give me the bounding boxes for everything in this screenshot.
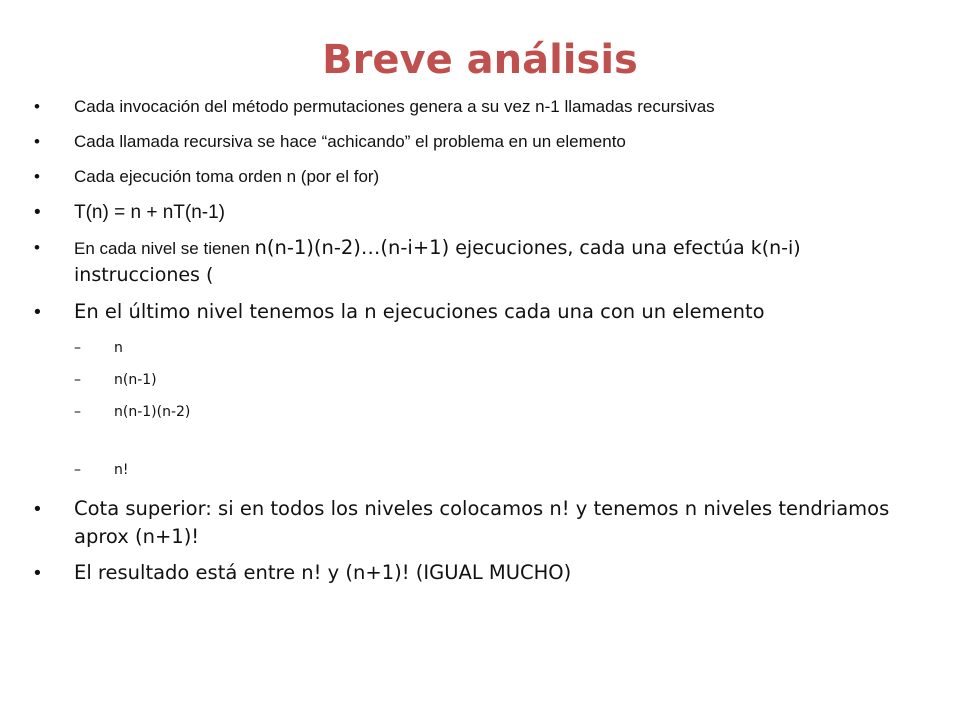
bullet-marker: • — [34, 301, 41, 323]
bullet-text: T(n) = n + nT(n-1) — [74, 202, 225, 223]
bullet-item — [34, 166, 914, 188]
sub-item-marker: – — [74, 340, 81, 356]
bullet-marker: • — [34, 238, 40, 257]
bullet-item — [34, 559, 914, 587]
bullet-text: Cada llamada recursiva se hace “achicando” el problema en un elemento — [74, 132, 626, 151]
sub-item — [34, 371, 914, 389]
bullet-formula: n(n-1)(n-2)…(n-i+1) — [254, 236, 450, 259]
bullet-text: En el último nivel tenemos la n ejecuciones cada una con un elemento — [74, 300, 765, 323]
bullet-item — [34, 299, 914, 325]
sub-item-text: n(n-1)(n-2) — [114, 404, 191, 420]
bullet-text-part: En cada nivel se tienen — [74, 239, 255, 258]
bullet-text: Cada invocación del método permutaciones genera a su vez n-1 llamadas recursivas — [74, 97, 715, 116]
sub-item-marker: – — [74, 462, 81, 478]
bullet-marker: • — [34, 167, 40, 186]
bullet-item — [34, 495, 914, 551]
bullet-marker: • — [34, 562, 41, 584]
bullet-item — [34, 96, 914, 118]
sub-item — [34, 403, 914, 421]
bullet-text: Cada ejecución toma orden n (por el for) — [74, 167, 380, 186]
sub-item — [34, 461, 914, 479]
slide-title: Breve análisis — [322, 37, 638, 83]
bullet-item — [34, 201, 914, 225]
bullet-marker: • — [34, 97, 40, 116]
bullet-item — [34, 235, 914, 289]
sub-item-marker: – — [74, 404, 81, 420]
bullet-text: Cota superior: si en todos los niveles colocamos n! y tenemos n niveles tendriamos aprox (n+1)! — [74, 497, 890, 548]
bullet-list — [34, 96, 914, 587]
sub-item-text: n! — [114, 462, 129, 478]
sub-item-text: n — [114, 340, 123, 356]
bullet-text: El resultado está entre n! y (n+1)! (IGUAL MUCHO) — [74, 561, 572, 584]
sub-item-marker: – — [74, 372, 81, 388]
bullet-marker: • — [34, 202, 41, 223]
sub-item-text: n(n-1) — [114, 372, 157, 388]
bullet-item — [34, 131, 914, 153]
bullet-text-part: ejecuciones, cada una efectúa k(n-i) instrucciones ( — [74, 237, 801, 286]
bullet-marker: • — [34, 498, 41, 520]
bullet-marker: • — [34, 132, 40, 151]
sub-item — [34, 339, 914, 357]
